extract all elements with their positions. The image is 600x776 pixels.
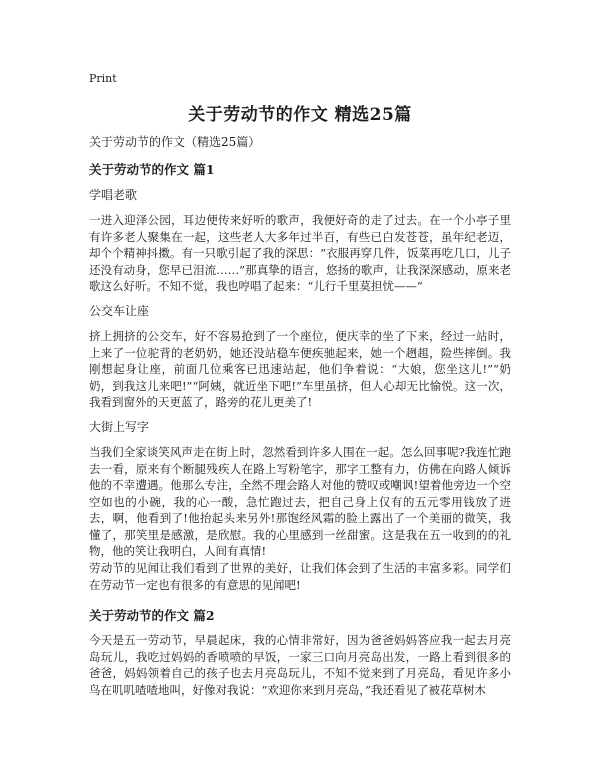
print-label[interactable]: Print (89, 72, 117, 85)
paragraph-closing: 劳动节的见闻让我们看到了世界的美好，让我们体会到了生活的丰富多彩。同学们在劳动节一定也有很多的有意思的见闻吧! (89, 561, 511, 592)
section-title-bus-seat: 公交车让座 (89, 304, 150, 318)
section-title-street-writing: 大街上写字 (89, 420, 150, 434)
article-1-heading: 关于劳动节的作文 篇1 (89, 162, 215, 177)
document-subtitle: 关于劳动节的作文（精选25篇） (89, 135, 261, 149)
paragraph-bus-seat: 挤上拥挤的公交车，好不容易抢到了一个座位，便庆幸的坐了下来，经过一站时，上来了一位驼背的老奶奶，她还没站稳车便疾驰起来，她一个趔趄，险些摔倒。我刚想起身让座，前面几位乘客已迅速站起，他们争着说：“大娘，您坐这儿!”“奶奶，到我这儿来吧!”“阿姨，就近坐下吧!”车里虽挤，但人心却无比愉悦。这一次，我看到窗外的天更蓝了，路旁的花儿更美了! (89, 329, 511, 409)
page-title: 关于劳动节的作文 精选25篇 (188, 105, 412, 125)
paragraph-learn-songs: 一进入迎泽公园，耳边便传来好听的歌声，我便好奇的走了过去。在一个小亭子里有许多老人聚集在一起，这些老人大多年过半百，有些已白发苍苍，虽年纪老迈，却个个精神抖擞。有一只歌引起了我的深思：“衣服再穿几件，饭菜再吃几口，儿子还没有动身，您早已泪流……”那真挚的语言，悠扬的歌声，让我深深感动，原来老歌这么好听。不知不觉，我也哼唱了起来：“儿行千里莫担忧——” (89, 213, 511, 293)
article-2-heading: 关于劳动节的作文 篇2 (89, 608, 215, 623)
paragraph-article-2: 今天是五一劳动节，早晨起床，我的心情非常好，因为爸爸妈妈答应我一起去月亮岛玩儿，我吃过妈妈的香喷喷的早饭，一家三口向月亮岛出发，一路上看到很多的爸爸，妈妈领着自己的孩子也去月亮岛玩儿，不知不觉来到了月亮岛，看见许多小鸟在叽叽喳喳地叫，好像对我说：“欢迎你来到月亮岛，”我还看见了被花草树木 (89, 633, 511, 697)
section-title-learn-songs: 学唱老歌 (89, 188, 138, 202)
paragraph-street-writing: 当我们全家谈笑风声走在街上时，忽然看到许多人围在一起。怎么回事呢?我连忙跑去一看，原来有个断腿残疾人在路上写粉笔字，那字工整有力，仿佛在向路人倾诉他的不幸遭遇。他那么专注，全然不理会路人对他的赞叹或嘲讽!望着他旁边一个空空如也的小碗，我的心一酸，急忙跑过去，把自己身上仅有的五元零用钱放了进去，啊，他看到了!他抬起头来另外!那饱经风霜的脸上露出了一个美丽的微笑，我懂了，那笑里是感激，是欣慰。我的心里感到一丝甜蜜。这是我在五一收到的的礼物，他的笑让我明白，人间有真情! (89, 445, 511, 558)
